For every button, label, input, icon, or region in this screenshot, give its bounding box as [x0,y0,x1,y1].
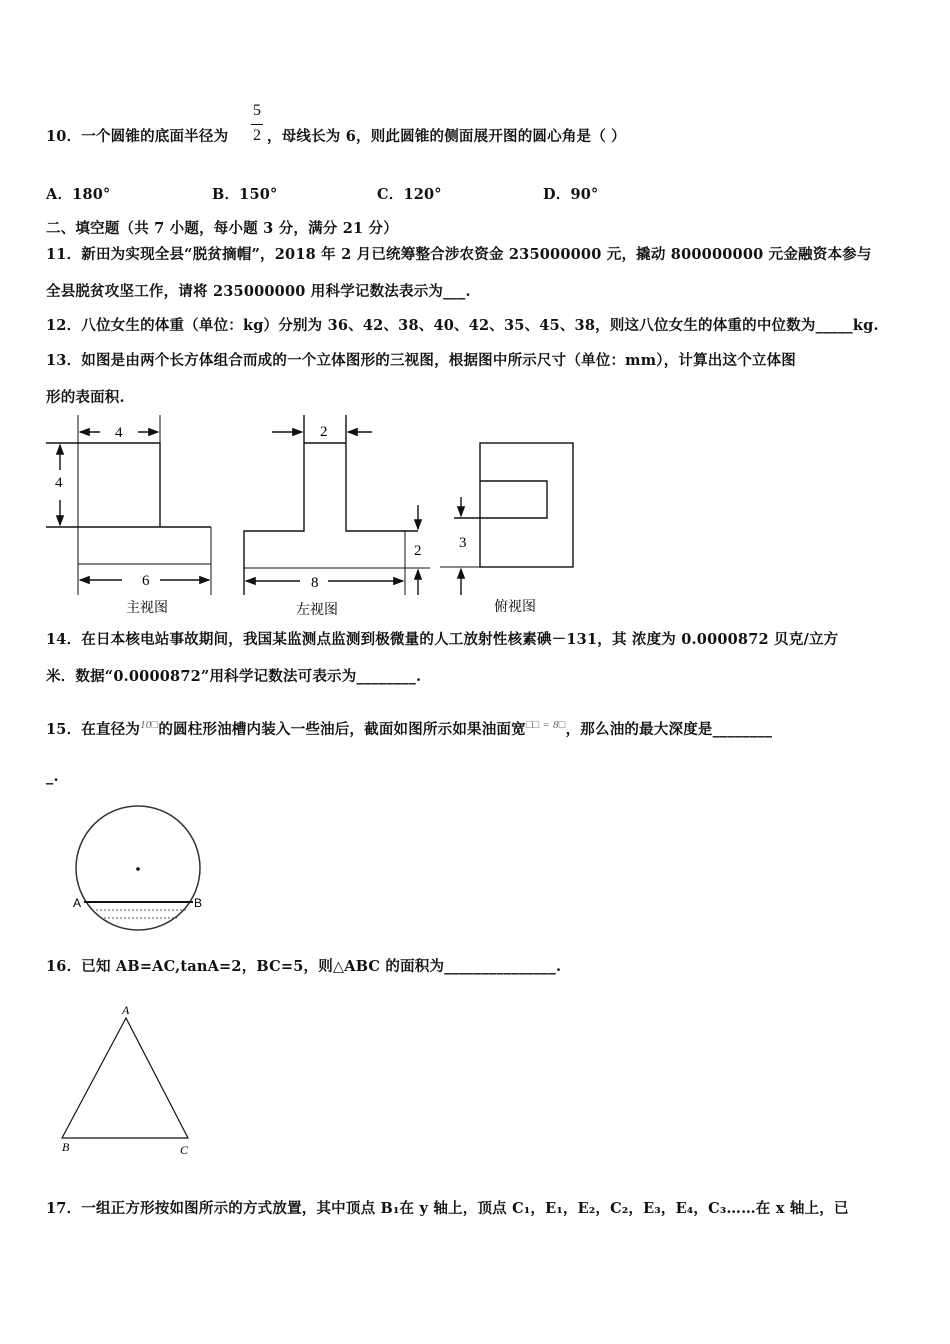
option-c: C．120° [377,186,442,203]
front-dim-height: 4 [55,475,63,491]
point-a-label: A [73,896,82,910]
question-13-line2: 形的表面积. [46,389,125,406]
question-17: 17．一组正方形按如图所示的方式放置，其中顶点 B₁在 y 轴上，顶点 C₁，E₁，E₂，C₂，E₃，E₄，C₃……在 x 轴上，已 [46,1200,849,1217]
question-14-line1: 14．在日本核电站事故期间，我国某监测点监测到极微量的人工放射性核素碘－131，其 浓度为 0.0000872 贝克/立方 [46,631,839,648]
option-b: B．150° [212,186,278,203]
section-heading: 二、填空题（共 7 小题，每小题 3 分，满分 21 分） [46,220,398,237]
fraction-denominator: 2 [253,127,261,144]
left-view-figure [244,415,430,595]
front-view-caption: 主视图 [126,600,168,616]
left-dim-base: 8 [311,575,319,591]
question-15-line2: _. [46,768,59,785]
front-dim-width: 4 [115,425,123,441]
q15-text: 15．在直径为 [46,721,141,738]
front-view-figure [46,415,211,595]
left-dim-height: 2 [414,543,422,559]
q15-text-2: 的圆柱形油槽内装入一些油后，截面如图所示如果油面宽 [158,721,526,738]
q15-diameter-math: 10□ [140,719,159,731]
q10-text: 10．一个圆锥的底面半径为 [46,128,229,145]
question-15 [46,716,772,739]
question-11-line1: 11．新田为实现全县“脱贫摘帽”，2018 年 2 月已统筹整合涉农资金 235000000 元，撬动 800000000 元金融资本参与 [46,246,872,263]
fraction-numerator: 5 [253,102,261,119]
top-view-caption: 俯视图 [494,599,536,615]
q15-text-3: ，那么油的最大深度是________ [565,721,773,738]
question-14-line2: 米．数据“0.0000872”用科学记数法可表示为________. [46,668,422,685]
question-13-line1: 13．如图是由两个长方体组合而成的一个立体图形的三视图，根据图中所示尺寸（单位：mm），计算出这个立体图 [46,352,797,369]
left-view-caption: 左视图 [296,602,338,618]
triangle-figure [62,1003,189,1157]
vertex-a-label: A [122,1003,130,1017]
question-16: 16．已知 AB=AC,tanA=2，BC=5，则△ABC 的面积为_______________. [46,958,562,975]
option-d: D．90° [543,186,599,203]
q10-text-after: ，母线长为 6，则此圆锥的侧面展开图的圆心角是（ ） [267,128,626,145]
top-view-figure [440,443,573,595]
oil-tank-figure [73,806,202,930]
front-dim-base: 6 [142,573,150,589]
q15-width-math: □□ = 8□ [525,719,566,731]
point-b-label: B [194,896,203,910]
option-a: A．180° [46,186,111,203]
question-12: 12．八位女生的体重（单位：kg）分别为 36、42、38、40、42、35、45、38，则这八位女生的体重的中位数为_____kg. [46,317,879,334]
top-dim: 3 [459,535,467,551]
vertex-c-label: C [180,1143,189,1157]
vertex-b-label: B [62,1140,70,1154]
left-dim-top: 2 [320,424,328,440]
question-11-line2: 全县脱贫攻坚工作，请将 235000000 用科学记数法表示为___. [46,283,471,300]
